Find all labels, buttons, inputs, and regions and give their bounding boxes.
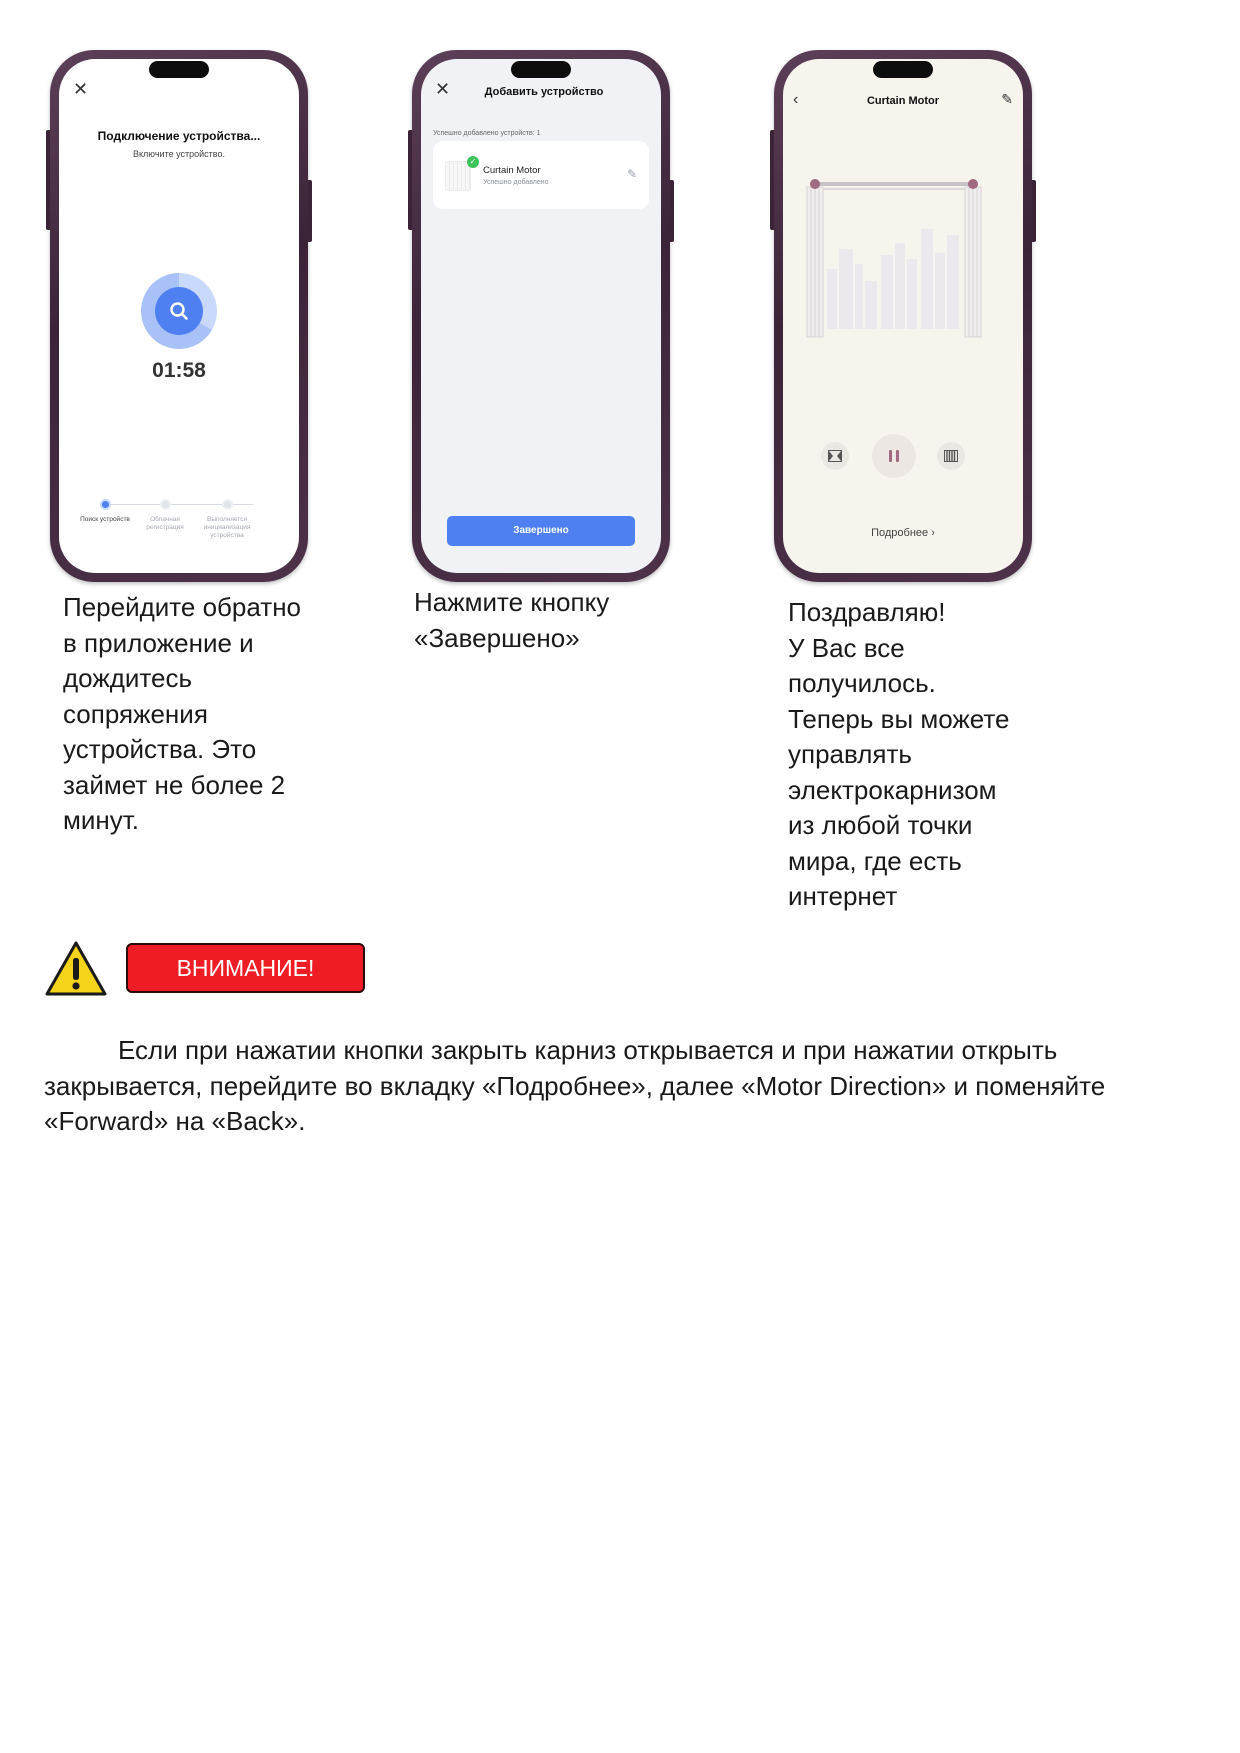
chevron-right-icon: › bbox=[931, 527, 935, 539]
edit-pencil-icon[interactable]: ✎ bbox=[1001, 91, 1013, 107]
step-label: Выполняется инициализация устройства bbox=[203, 516, 251, 539]
caption-line: в приложение и bbox=[63, 627, 254, 658]
step-dot bbox=[160, 499, 171, 510]
phone-mockup-curtain-control bbox=[774, 50, 1032, 582]
step-initialization bbox=[201, 499, 253, 540]
added-count-text: Успешно добавлено устройств: 1 bbox=[433, 130, 541, 137]
edit-pencil-icon[interactable]: ✎ bbox=[626, 167, 637, 181]
right-rail-end bbox=[968, 179, 978, 189]
step-search-devices bbox=[79, 499, 131, 524]
warning-text: Если при нажатии кнопки закрыть карниз открывается и при нажатии открыть закрывается, перейдите во вкладку «Подробнее», далее «Motor Direction» и поменяйте «Forward» на «Back». bbox=[44, 1035, 1106, 1136]
caption-line: Поздравляю! bbox=[788, 597, 946, 627]
phone-notch bbox=[511, 61, 571, 78]
connecting-screen bbox=[59, 59, 299, 573]
close-icon[interactable]: ✕ bbox=[435, 79, 451, 99]
caption-line: сопряжения bbox=[63, 698, 208, 729]
connecting-title: Подключение устройства... bbox=[97, 129, 261, 143]
search-progress-ring bbox=[141, 273, 217, 349]
caption-line: мира, где есть bbox=[788, 845, 962, 876]
device-title: Curtain Motor bbox=[866, 95, 940, 107]
curtain-device-icon bbox=[445, 161, 471, 191]
caption-line: управлять bbox=[788, 739, 912, 769]
caption-step-2 bbox=[414, 585, 714, 656]
close-curtain-icon bbox=[944, 450, 958, 462]
warning-badge: ВНИМАНИЕ! bbox=[126, 943, 365, 993]
open-curtain-button[interactable] bbox=[821, 442, 849, 470]
progress-steps bbox=[80, 499, 269, 559]
caption-line: «Завершено» bbox=[414, 622, 580, 653]
device-name: Curtain Motor bbox=[483, 165, 541, 176]
step-label: Облачная регистрация bbox=[146, 516, 184, 531]
step-dot-active bbox=[100, 499, 111, 510]
phone-notch bbox=[873, 61, 933, 78]
details-label: Подробнее bbox=[871, 527, 929, 539]
caption-line: Нажмите кнопку bbox=[414, 587, 610, 617]
caption-step-3 bbox=[788, 595, 1088, 915]
curtain-control-screen bbox=[783, 59, 1023, 573]
pause-button[interactable] bbox=[872, 434, 916, 478]
add-device-title: Добавить устройство bbox=[484, 86, 604, 98]
step-cloud-registration bbox=[139, 499, 191, 532]
caption-step-1 bbox=[63, 590, 363, 839]
done-button[interactable]: Завершено bbox=[447, 516, 635, 546]
search-icon bbox=[155, 287, 203, 335]
phone-mockup-add-device bbox=[412, 50, 670, 582]
caption-line: интернет bbox=[788, 881, 898, 911]
step-dot bbox=[222, 499, 233, 510]
phone-mockup-connecting bbox=[50, 50, 308, 582]
success-check-icon: ✓ bbox=[467, 156, 479, 168]
caption-line: электрокарнизом bbox=[788, 774, 997, 805]
phone-notch bbox=[149, 61, 209, 78]
caption-line: У Вас все bbox=[788, 632, 905, 663]
caption-line: Теперь вы можете bbox=[788, 703, 1010, 734]
countdown-timer: 01:58 bbox=[152, 359, 206, 382]
left-rail-end bbox=[810, 179, 820, 189]
caption-line: получилось. bbox=[788, 668, 936, 698]
close-icon[interactable]: ✕ bbox=[73, 79, 89, 99]
device-status: Успешно добавлено bbox=[483, 179, 549, 186]
add-device-screen bbox=[421, 59, 661, 573]
details-link[interactable] bbox=[783, 527, 1023, 539]
device-card[interactable] bbox=[433, 141, 649, 209]
open-curtain-icon bbox=[828, 450, 842, 462]
curtain-illustration bbox=[799, 169, 989, 349]
caption-line: устройства. Это bbox=[63, 734, 257, 764]
close-curtain-button[interactable] bbox=[937, 442, 965, 470]
caption-line: дождитесь bbox=[63, 663, 193, 693]
caption-line: займет не более 2 bbox=[63, 769, 286, 800]
connecting-subtitle: Включите устройство. bbox=[133, 149, 225, 159]
curtain-controls bbox=[783, 434, 1023, 478]
pause-icon bbox=[888, 449, 900, 463]
back-chevron-icon[interactable]: ‹ bbox=[793, 91, 799, 108]
step-label: Поиск устройств bbox=[80, 516, 130, 523]
caption-line: Перейдите обратно bbox=[63, 592, 302, 622]
caption-line: из любой точки bbox=[788, 810, 973, 840]
caption-line: минут. bbox=[63, 805, 140, 835]
warning-triangle-icon bbox=[44, 940, 108, 998]
